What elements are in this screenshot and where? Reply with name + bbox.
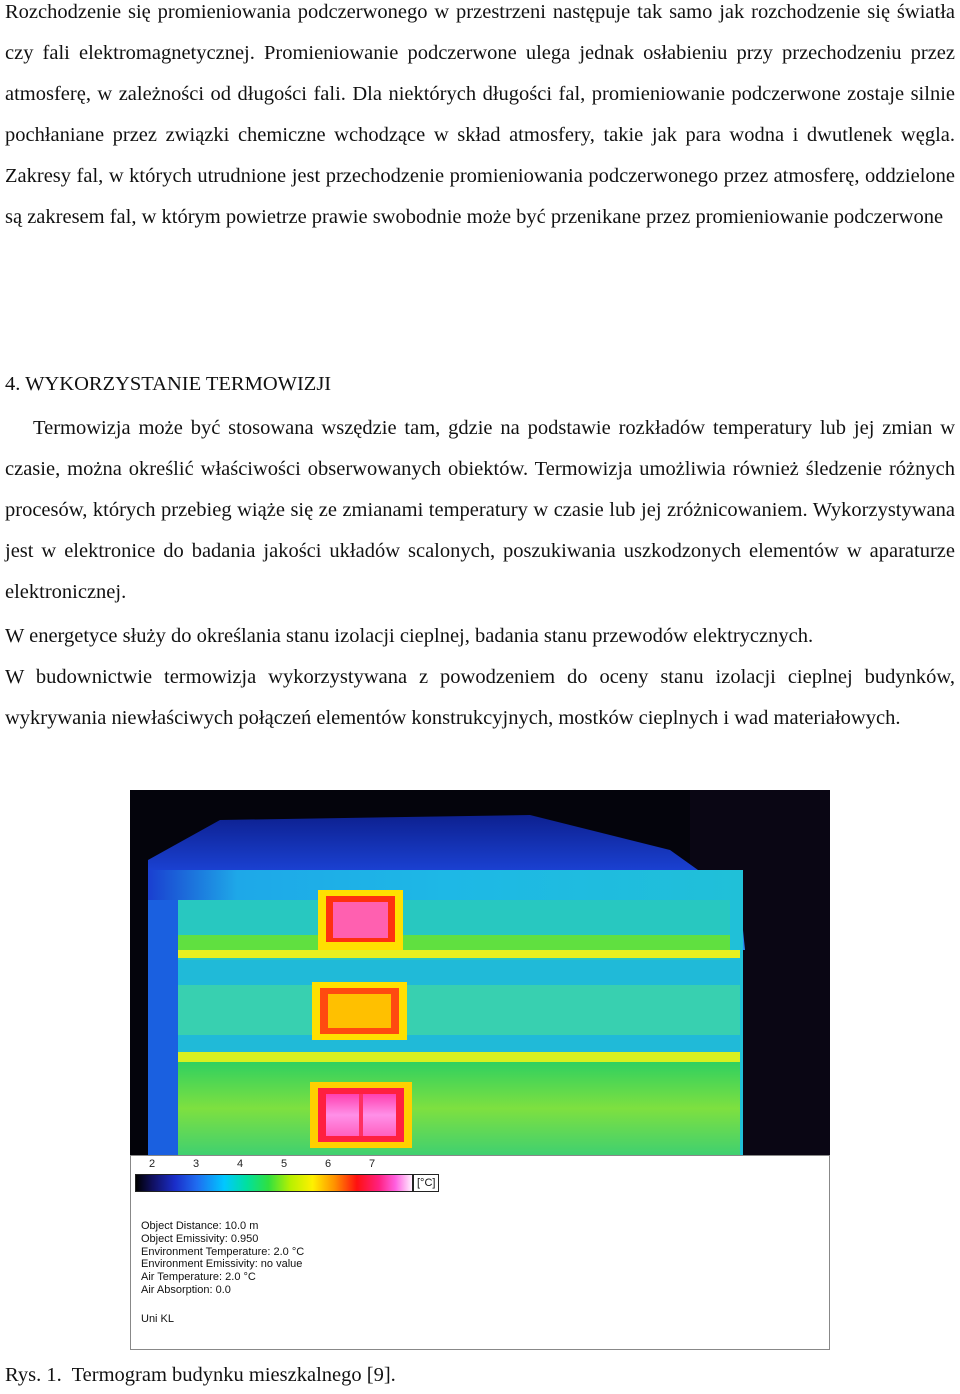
temperature-unit: [°C] (413, 1174, 439, 1192)
scale-tick: 2 (149, 1158, 156, 1170)
param-environment-emissivity: Environment Emissivity: no value (141, 1258, 303, 1271)
scale-tick: 5 (281, 1158, 288, 1170)
temperature-scale-ticks (135, 1157, 415, 1171)
paragraph-energy: W energetyce służy do określania stanu izolacji cieplnej, badania stanu przewodów elektrycznych. (5, 625, 814, 647)
temperature-color-scale (135, 1174, 413, 1192)
paragraph-thermovision-uses: Termowizja może być stosowana wszędzie tam, gdzie na podstawie rozkładów temperatury lub jej zmian w czasie, można określić właściwości obserwowanych obiektów. Termowizja umożliwia również śledzenie różnych procesów, których przebieg wiąże się ze zmianami temperatury w czasie lub jej zróżnicowaniem. Wykorzystywana jest w elektronice do badania jakości układów scalonych, poszukiwania uszkodzonych elementów w aparaturze elektronicznej. (5, 417, 955, 603)
param-air-absorption: Air Absorption: 0.0 (141, 1283, 231, 1296)
measurement-parameters (141, 1220, 304, 1297)
thermogram-image (130, 790, 830, 1155)
scale-tick: 4 (237, 1158, 244, 1170)
figure-caption: Rys. 1. Termogram budynku mieszkalnego [9]. (5, 1364, 396, 1386)
scale-tick: 7 (369, 1158, 376, 1170)
param-environment-temperature: Environment Temperature: 2.0 °C (141, 1245, 305, 1258)
paragraph-construction: W budownictwie termowizja wykorzystywana z powodzeniem do oceny stanu izolacji cieplnej budynków, wykrywania niewłaściwych połączeń elementów konstrukcyjnych, mostków cieplnych i wad materiałowych. (5, 666, 955, 729)
thermal-info-panel (130, 1155, 830, 1350)
param-object-emissivity: Object Emissivity: 0.950 (141, 1232, 259, 1245)
scale-tick: 6 (325, 1158, 332, 1170)
scale-tick: 3 (193, 1158, 200, 1170)
param-object-distance: Object Distance: 10.0 m (141, 1220, 259, 1232)
thermogram-figure (130, 790, 830, 1350)
paragraph-propagation: Rozchodzenie się promieniowania podczerwonego w przestrzeni następuje tak samo jak rozchodzenie się światła czy fali elektromagnetycznej. Promieniowanie podczerwone ulega jednak osłabieniu przy przechodzeniu przez atmosferę, w zależności od długości fali. Dla niektórych długości fal, promieniowanie podczerwone zostaje silnie pochłaniane przez związki chemiczne wchodzące w skład atmosfery, takie jak para wodna i dwutlenek węgla. Zakresy fal, w których utrudnione jest przechodzenie promieniowania podczerwonego przez atmosferę, oddzielone są zakresem fal, w którym powietrze prawie swobodnie może być przenikane przez promieniowanie podczerwone (5, 1, 955, 228)
section-heading: 4. WYKORZYSTANIE TERMOWIZJI (5, 373, 332, 395)
camera-label: Uni KL (141, 1313, 175, 1325)
param-air-temperature: Air Temperature: 2.0 °C (141, 1271, 256, 1284)
